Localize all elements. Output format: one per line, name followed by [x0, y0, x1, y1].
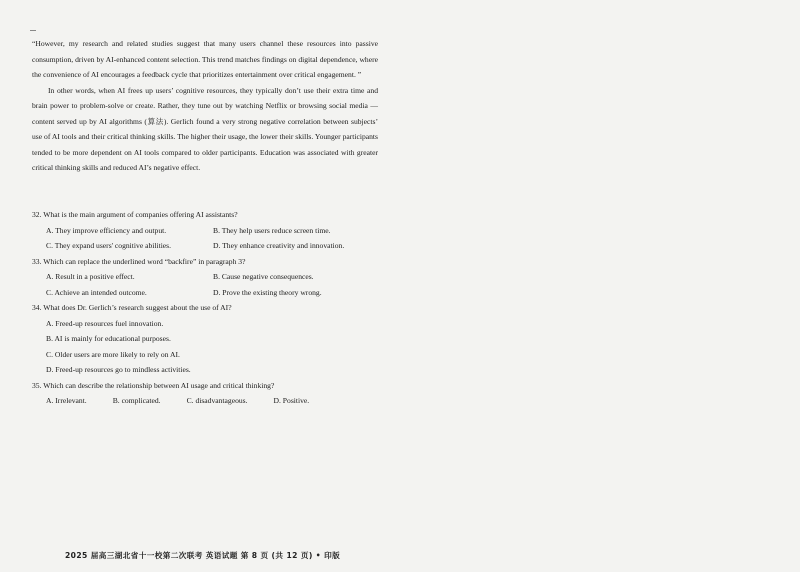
question-33	[32, 254, 392, 301]
option-c: C. Older users are more likely to rely on AI.	[46, 349, 180, 359]
option-row	[32, 347, 392, 363]
option-d: D. Freed-up resources go to mindless activities.	[46, 365, 191, 374]
option-d: D. They enhance creativity and innovation.	[213, 241, 345, 250]
option-row	[32, 223, 392, 239]
question-35	[32, 378, 392, 409]
option-d: D. Prove the existing theory wrong.	[213, 287, 322, 297]
question-stem: 34. What does Dr. Gerlich’s research suggest about the use of AI?	[32, 303, 232, 312]
option-b: B. complicated.	[112, 396, 161, 405]
option-a: A. They improve efficiency and output.	[46, 225, 167, 235]
question-stem: 33. Which can replace the underlined word “backfire” in paragraph 3?	[32, 256, 246, 266]
option-b: B. They help users reduce screen time.	[213, 225, 331, 235]
option-b: B. Cause negative consequences.	[213, 272, 314, 281]
option-row	[32, 316, 392, 332]
option-a: A. Freed-up resources fuel innovation.	[46, 318, 164, 328]
option-c: C. Achieve an intended outcome.	[46, 287, 147, 297]
question-stem: 32. What is the main argument of companies offering AI assistants?	[32, 210, 238, 219]
option-d: D. Positive.	[273, 396, 310, 405]
option-c: C. They expand users' cognitive abilities.	[46, 241, 172, 250]
option-b: B. AI is mainly for educational purposes.	[46, 334, 171, 343]
question-32	[32, 207, 392, 254]
question-stem: 35. Which can describe the relationship between AI usage and critical thinking?	[32, 380, 275, 390]
option-c: C. disadvantageous.	[186, 396, 248, 405]
page-footer: 2025 届高三湖北省十一校第二次联考 英语试题 第 8 页 (共 12 页) • 印版	[65, 551, 341, 560]
paragraph-2: In other words, when AI frees up users’ cognitive resources, they typically don’t use their extra time and brain power to problem-solve or create. Rather, they tune out by watching Netflix or browsing social media — content served up by AI algorithms (算法). Gerlich found a very strong negative correlation between subjects’ use of AI tools and their critical thinking skills. The higher their usage, the lower their skills. Younger participants tended to be more dependent on AI tools compared to older participants. Education was associated with greater critical thinking skills and reduced AI’s negative effect.	[32, 85, 378, 172]
option-a: A. Irrelevant.	[46, 396, 87, 405]
option-row	[32, 362, 392, 378]
option-row	[32, 331, 392, 347]
corner-mark	[30, 30, 36, 31]
question-list	[32, 207, 392, 409]
option-row	[32, 269, 392, 285]
option-row	[32, 393, 392, 409]
option-row	[32, 238, 392, 254]
reading-passage	[32, 36, 378, 176]
option-a: A. Result in a positive effect.	[46, 272, 135, 281]
paragraph-1: “However, my research and related studies suggest that many users channel these resources into passive consumption, driven by AI-enhanced content selection. This trend matches findings on digital dependence, where the convenience of AI encourages a feedback cycle that prioritizes entertainment over critical engagement. ”	[32, 39, 378, 79]
question-34	[32, 300, 392, 378]
option-row	[32, 285, 392, 301]
